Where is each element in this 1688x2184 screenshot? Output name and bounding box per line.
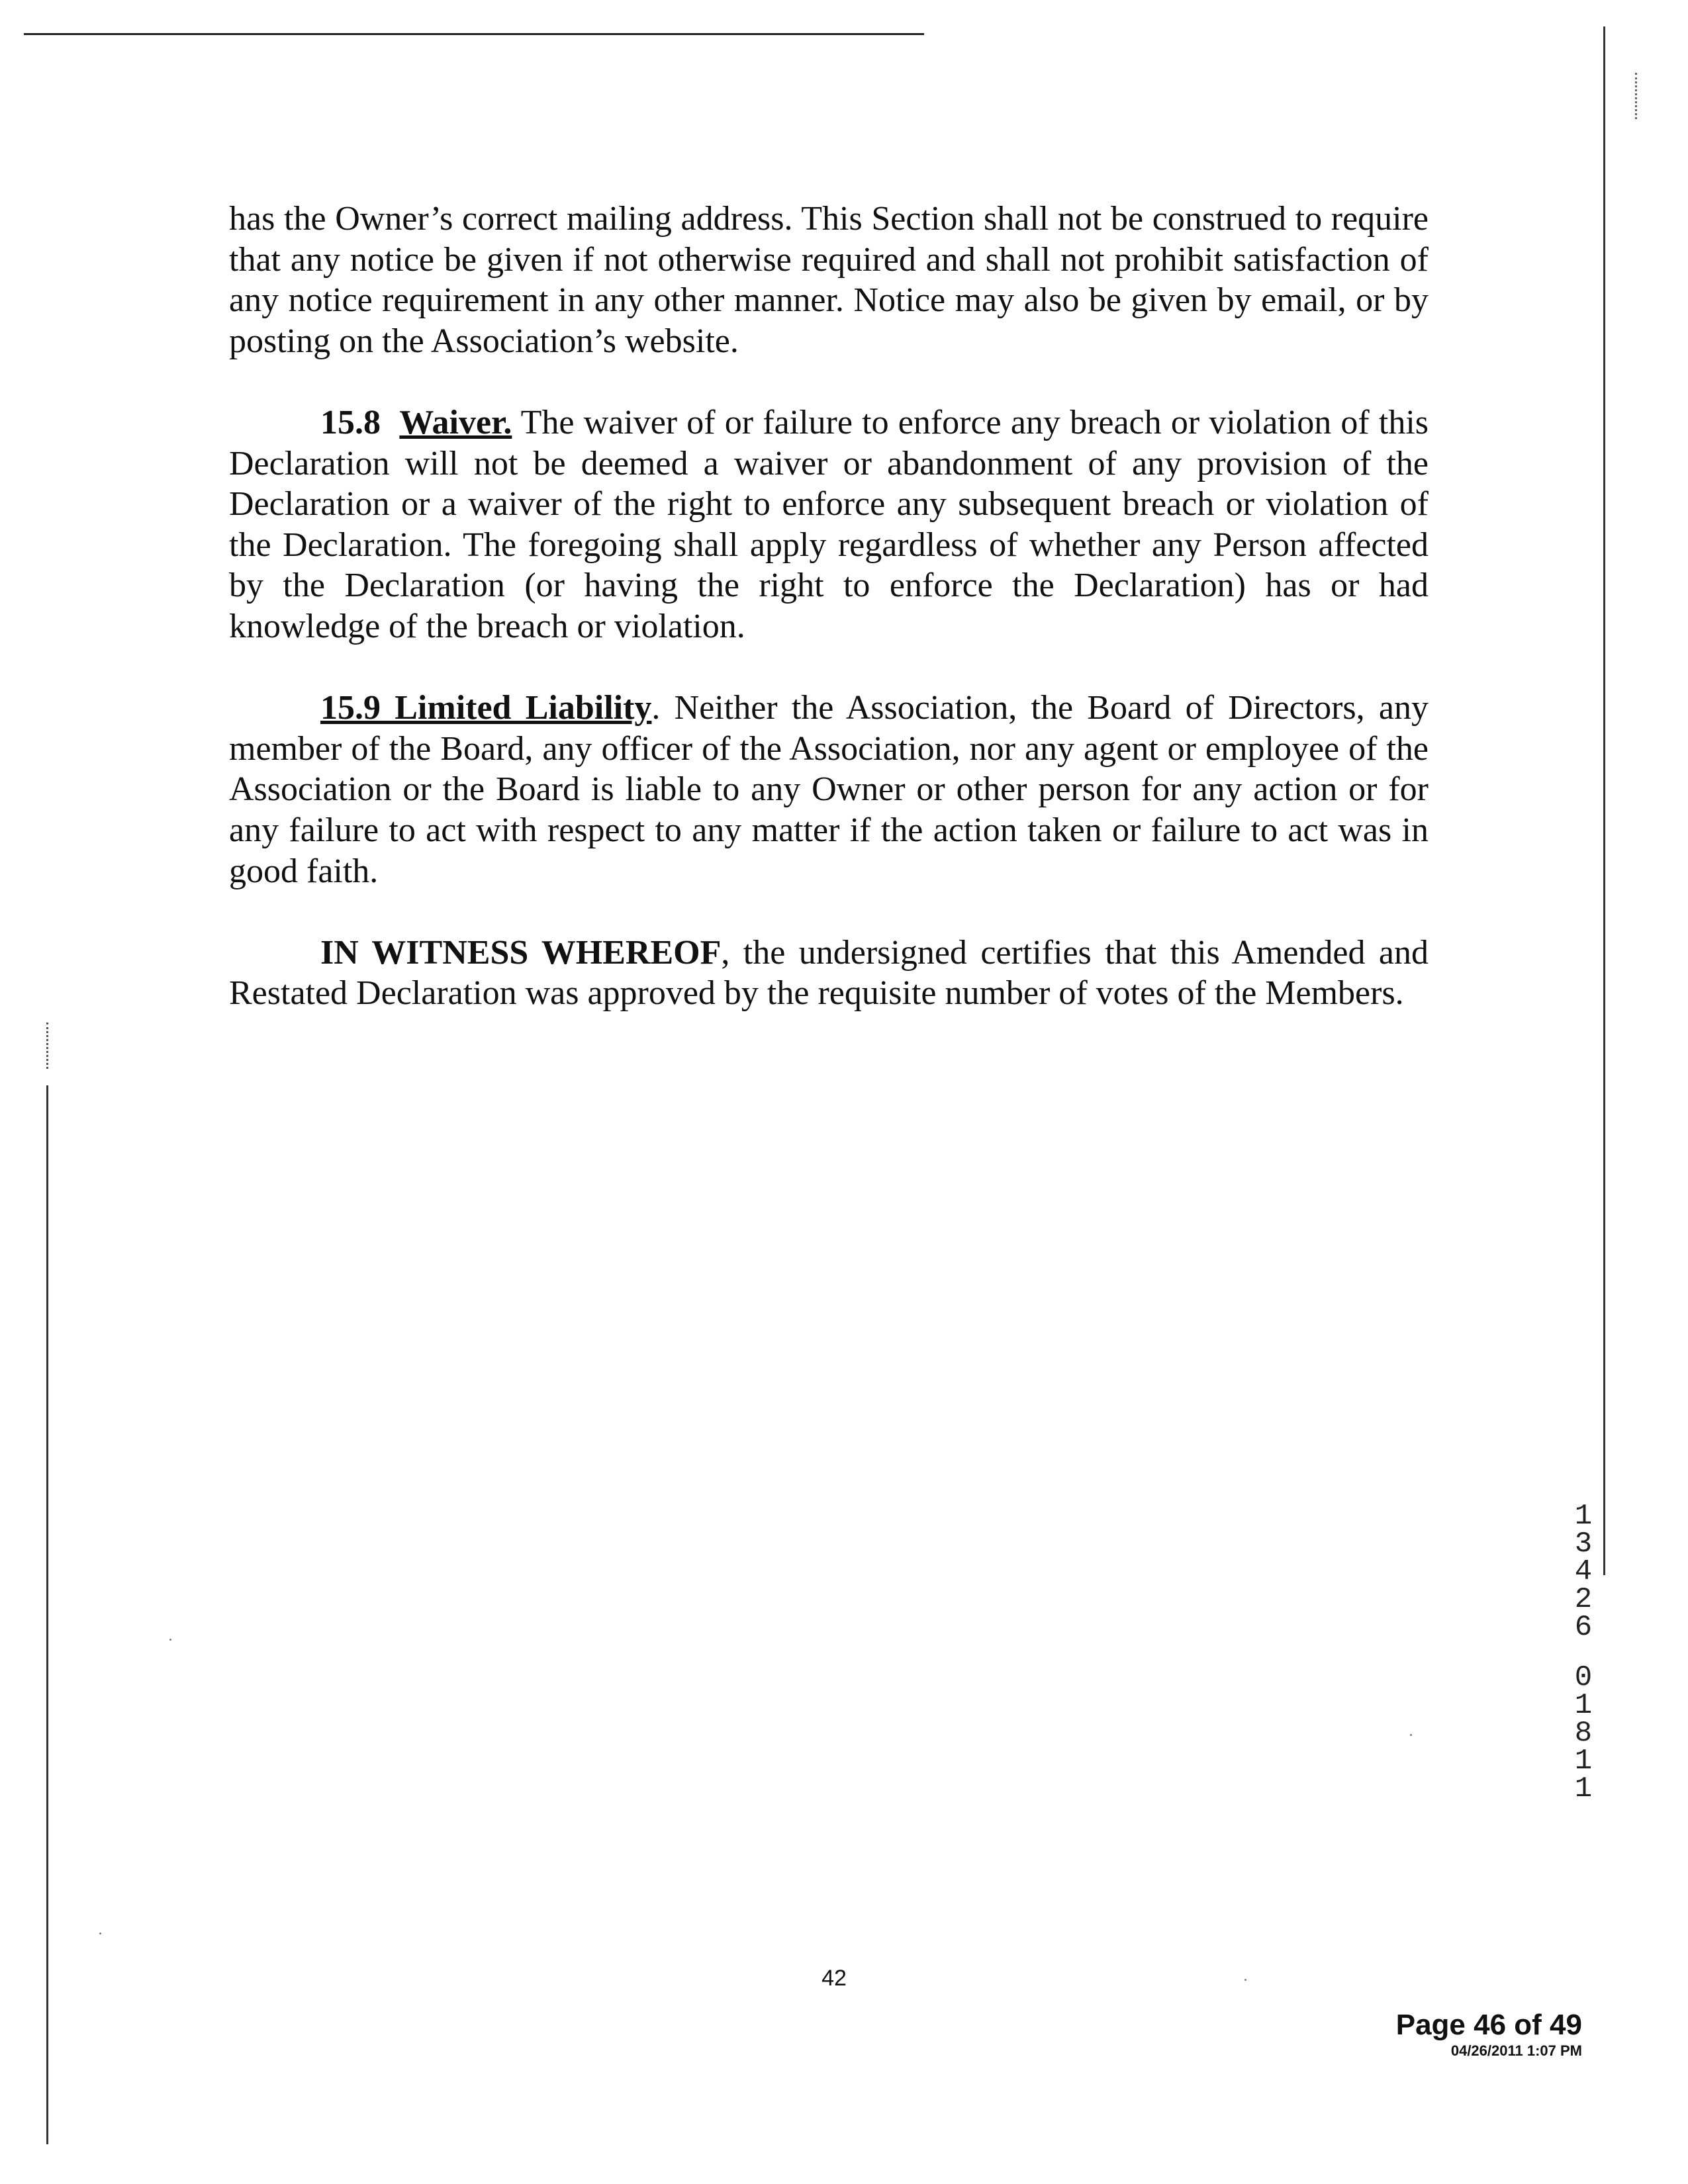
paragraph-notice-continued [229,199,1429,361]
witness-paragraph [229,933,1429,1014]
left-margin-rule [46,1085,48,2144]
recorder-date-stamp: 04/26/2011 1:07 PM [1450,2042,1582,2059]
section-15-9-title: 15.9 Limited Liability [320,689,652,727]
recording-digit: 1 [1574,1745,1593,1778]
recording-digit: 4 [1574,1555,1593,1588]
right-margin-rule [1603,26,1605,1575]
scan-speck [99,1933,101,1934]
recording-digit: 3 [1574,1527,1593,1561]
notice-text: has the Owner’s correct mailing address. This Section shall not be construed to require that any notice be given if not otherwise required and shall not prohibit satisfaction of any notice requirement in any other manner. Notice may also be given by email, or by posting on the Association’s website. [229,200,1429,360]
section-15-9 [229,688,1429,891]
recording-digit: 8 [1574,1717,1593,1750]
section-15-8 [229,402,1429,647]
section-15-8-text: The waiver of or failure to enforce any breach or violation of this Declaration will not be deemed a waiver or abandonment of any provision of the Declaration or a waiver of the right to enforce any subsequent breach or violation of the Declaration. The foregoing shall apply regardless of whether any Person affected by the Declaration (or having the right to enforce the Declaration) has or had knowledge of the breach or violation. [229,403,1429,645]
left-scan-marks [46,1023,50,1069]
right-scan-marks [1635,73,1639,119]
scan-speck [1410,1734,1412,1736]
recording-number [1564,1502,1603,1803]
section-15-8-title: Waiver. [399,403,512,441]
witness-text: , the undersigned certifies that this Amended and Restated Declaration was approved by the requisite number of votes of the Members. [229,933,1429,1013]
scan-speck [169,1639,171,1641]
document-body [229,199,1429,1014]
page-number: 42 [821,1966,847,1991]
recording-digit: 1 [1574,1772,1593,1805]
recorder-page-stamp: Page 46 of 49 [1395,2009,1582,2041]
scan-speck [1244,1979,1246,1981]
witness-lead: IN WITNESS WHEREOF [320,933,722,972]
recording-digit: 1 [1574,1500,1593,1533]
recording-digit: 2 [1574,1583,1593,1616]
section-15-9-text: . Neither the Association, the Board of Directors, any member of the Board, any officer of the Association, nor any agent or employee of the Association or the Board is liable to any Owner or other person for any action or for any failure to act with respect to any matter if the action taken or failure to act was in good faith. [229,689,1429,890]
recording-digit: 1 [1574,1689,1593,1722]
recording-digit: 0 [1574,1661,1593,1694]
top-rule [24,33,924,35]
section-15-8-number: 15.8 [320,403,381,441]
recording-digit: 6 [1574,1611,1593,1644]
